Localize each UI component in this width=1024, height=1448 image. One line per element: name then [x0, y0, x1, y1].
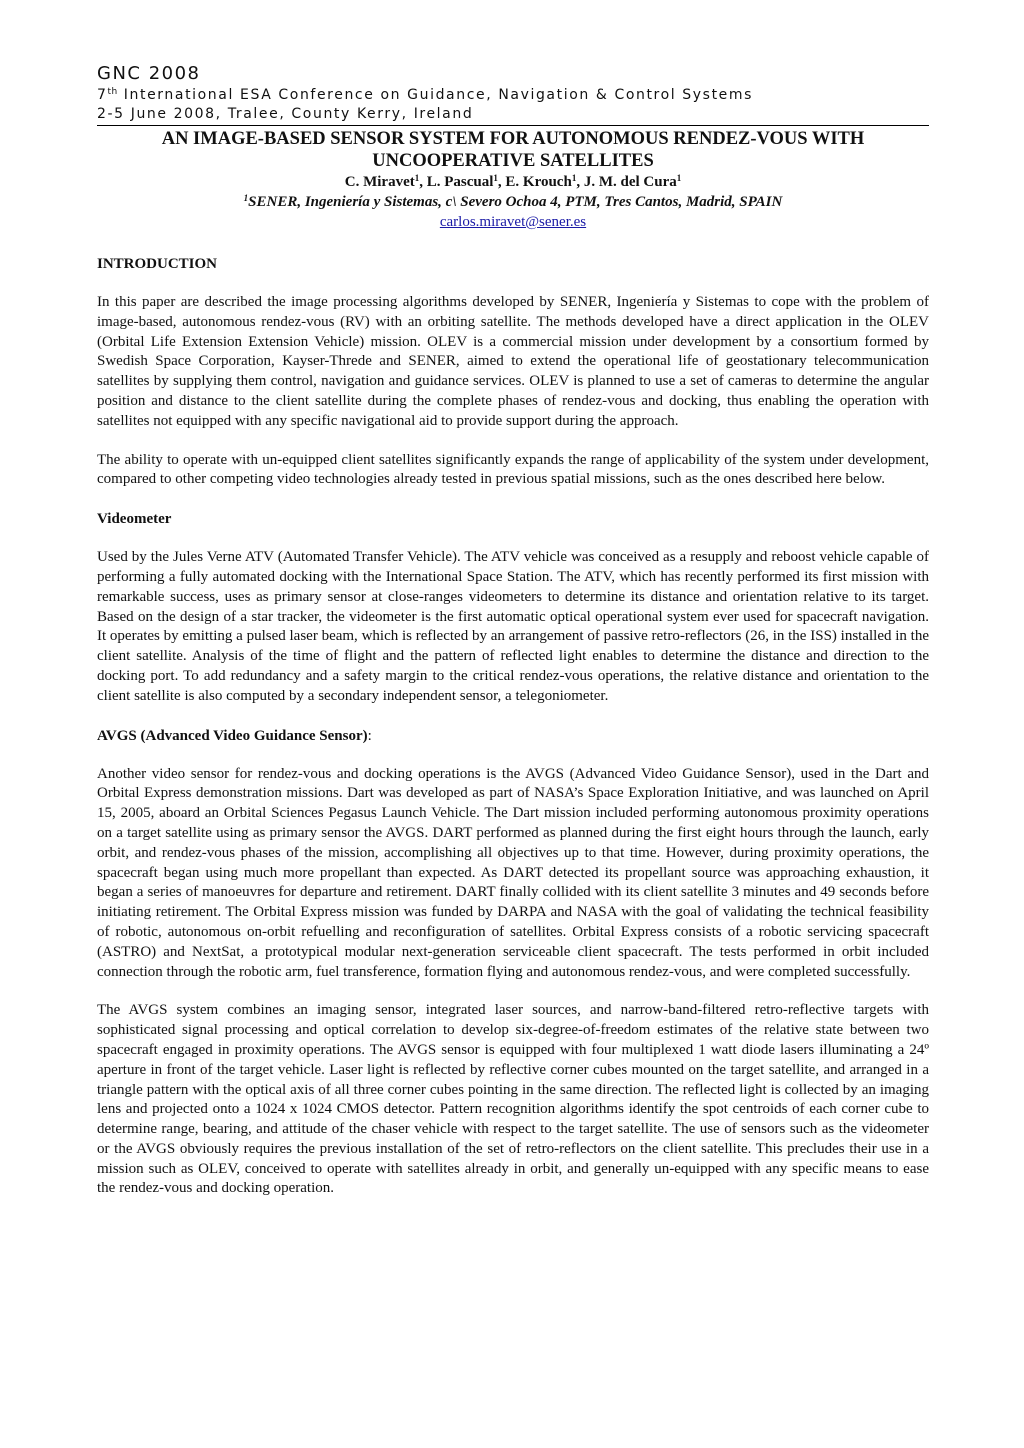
affiliation — [97, 192, 929, 212]
conference-full-name: International ESA Conference on Guidance, Navigation & Control Systems — [117, 87, 754, 103]
author-affiliation-mark: 1 — [676, 173, 682, 183]
author-separator: , — [419, 174, 427, 190]
paper-title-line-2: UNCOOPERATIVE SATELLITES — [372, 151, 654, 171]
author-separator: , — [497, 174, 506, 190]
affiliation-text: SENER, Ingeniería y Sistemas, c\ Severo Ochoa 4, PTM, Tres Cantos, Madrid, SPAIN — [248, 194, 783, 210]
paragraph: Used by the Jules Verne ATV (Automated Transfer Vehicle). The ATV vehicle was conceived as a resupply and reboost vehicle capable of performing a fully automated docking with the International Space Station. The ATV, which has recently performed its first mission with remarkable success, uses as primary sensor at close-ranges videometers to determine its distance and orientation relative to its target. Based on the design of a star tracker, the videometer is the first automatic optical operational system ever used for spacecraft navigation. It operates by emitting a pulsed laser beam, which is reflected by an arrangement of passive retro-reflectors (26, in the ISS) installed in the client satellite. Analysis of the time of flight and the pattern of reflected light enables to determine the distance and direction to the docking port. To add redundancy and a safety margin to the critical rendez-vous operations, the relative distance and orientation to the client satellite is also computed by a secondary independent sensor, a telegoniometer. — [97, 549, 929, 704]
conference-header — [97, 62, 929, 126]
conference-name: GNC 2008 — [97, 63, 201, 84]
subsection-heading-text: AVGS (Advanced Video Guidance Sensor) — [97, 727, 368, 744]
author-list — [97, 172, 929, 192]
conference-full-name-line — [97, 86, 929, 105]
conference-ordinal-suffix: th — [107, 87, 118, 97]
section-heading-introduction: INTRODUCTION — [97, 256, 218, 272]
conference-ordinal-number: 7 — [97, 87, 108, 103]
paper-title-line-1: AN IMAGE-BASED SENSOR SYSTEM FOR AUTONOMOUS RENDEZ-VOUS WITH — [161, 129, 865, 149]
author-name: L. Pascual — [426, 174, 494, 190]
author-affiliation-mark: 1 — [414, 173, 420, 183]
contact-email — [97, 212, 929, 232]
paragraph: The AVGS system combines an imaging sensor, integrated laser sources, and narrow-band-filtered retro-reflective targets with sophisticated signal processing and optical correlation to develop six-degree-of-freedom estimates of the relative state between two spacecraft engaged in proximity operations. The AVGS sensor is equipped with four multiplexed 1 watt diode lasers illuminating a 24º aperture in front of the target vehicle. Laser light is reflected by reflective corner cubes mounted on the target satellite, and arranged in a triangle pattern with the optical axis of all three corner cubes pointing in the same direction. The reflected light is collected by an imaging lens and projected onto a 1024 x 1024 CMOS detector. Pattern recognition algorithms identify the spot centroids of each corner cube to determine range, bearing, and attitude of the chaser vehicle with respect to the target satellite. The use of sensors such as the videometer or the AVGS obviously requires the previous installation of the set of retro-reflectors on the client satellite. This precludes their use in a mission such as OLEV, conceived to operate with satellites already in orbit, and generally un-equipped with any specific means to ease the rendez-vous and docking operation. — [97, 1002, 929, 1197]
subsection-heading-videometer: Videometer — [97, 511, 172, 528]
paper-title — [97, 128, 929, 172]
author-name: C. Miravet — [344, 174, 415, 190]
paper-page — [97, 62, 929, 1218]
author-separator: , — [576, 174, 584, 190]
author-affiliation-mark: 1 — [493, 173, 498, 183]
author-affiliation-mark: 1 — [571, 173, 577, 183]
affiliation-mark: 1 — [243, 193, 249, 203]
author-name: J. M. del Cura — [583, 174, 677, 190]
paragraph: In this paper are described the image processing algorithms developed by SENER, Ingeniería y Sistemas to cope with the problem of image-based, autonomous rendez-vous (RV) with an orbiting satellite. The methods developed have a direct application in the OLEV (Orbital Life Extension Extension Vehicle) mission. OLEV is a commercial mission under development by a consortium formed by Swedish Space Corporation, Kayser-Threde and SENER, aimed to extend the operational life of geostationary telecommunication satellites by supplying them control, navigation and guidance services. OLEV is planned to use a set of cameras to determine the angular position and distance to the client satellite during the complete phases of rendez-vous and docking, thus enabling the operation with satellites not equipped with any specific navigational aid to provide support during the approach. — [97, 294, 929, 429]
paragraph: The ability to operate with un-equipped client satellites significantly expands the range of applicability of the system under development, compared to other competing video technologies already tested in previous spatial missions, such as the ones described here below. — [97, 451, 929, 488]
email-link[interactable]: carlos.miravet@sener.es — [439, 214, 587, 230]
conference-dates-location: 2-5 June 2008, Tralee, County Kerry, Ireland — [97, 106, 474, 122]
subsection-heading-colon: : — [367, 727, 372, 744]
author-name: E. Krouch — [505, 174, 572, 190]
paragraph: Another video sensor for rendez-vous and docking operations is the AVGS (Advanced Video Guidance Sensor), used in the Dart and Orbital Express demonstration missions. Dart was developed as part of NASA’s Space Exploration Initiative, and was launched on April 15, 2005, aboard an Orbital Sciences Pegasus Launch Vehicle. The Dart mission included performing autonomous proximity operations on a target satellite using as primary sensor the AVGS. DART performed as planned during the first eight hours through the launch, early orbit, and rendez-vous phases of the mission, accomplishing all objectives up to that time. However, during proximity operations, the spacecraft began using much more propellant than expected. As DART detected its propellant source was approaching exhaustion, it began a series of manoeuvres for departure and retirement. DART finally collided with its client satellite 3 minutes and 49 seconds before initiating retirement. The Orbital Express mission was funded by DARPA and NASA with the goal of validating the technical feasibility of robotic, autonomous on-orbit refuelling and reconfiguration of satellites. Orbital Express consists of a robotic servicing spacecraft (ASTRO) and NextSat, a prototypical modular next-generation serviceable client spacecraft. The tests performed in orbit included connection through the robotic arm, fuel transference, formation flying and autonomous rendez-vous, and were completed successfully. — [97, 765, 929, 980]
subsection-heading-avgs — [97, 726, 929, 746]
